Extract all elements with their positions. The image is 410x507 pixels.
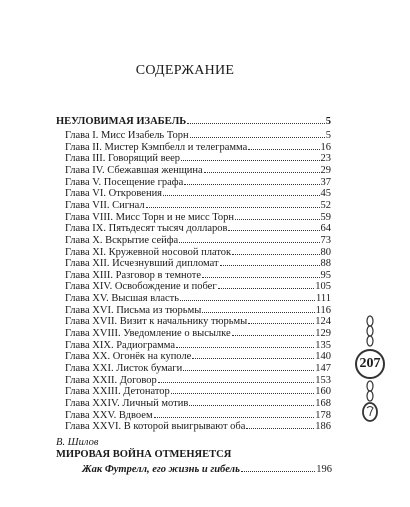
chapter-page: 105	[315, 281, 331, 293]
page-number: 207	[359, 356, 381, 371]
chapter-page: 168	[315, 397, 331, 409]
chapter-page: 116	[315, 304, 331, 316]
dot-leader	[163, 186, 319, 196]
chapter-page: 88	[320, 258, 331, 270]
dot-leader	[176, 338, 314, 348]
chapter-title: Глава X. Вскрытие сейфа	[65, 234, 179, 246]
dot-leader	[202, 303, 314, 313]
chapter-page: 59	[320, 211, 331, 223]
dot-leader	[218, 279, 315, 289]
chapter-page: 23	[320, 153, 331, 165]
dot-leader	[248, 140, 319, 150]
chapter-page: 95	[320, 269, 331, 281]
chapter-title: Глава III. Говорящий веер	[65, 153, 181, 165]
chapter-title: Глава I. Мисс Изабель Торн	[65, 130, 189, 141]
chapter-page: 186	[315, 421, 331, 433]
chapter-title: Глава XII. Исчезнувший дипломат	[65, 258, 219, 270]
section-entry-1	[56, 114, 331, 128]
dot-leader	[241, 462, 315, 472]
dot-leader	[192, 349, 314, 359]
dot-leader	[232, 245, 319, 255]
chapter-page: 178	[315, 409, 331, 421]
dot-leader	[232, 326, 315, 336]
chapter-page: 140	[315, 351, 331, 363]
section-page: 196	[316, 464, 332, 475]
chapter-title: Глава XVIII. Уведомление о высылке	[65, 328, 231, 340]
chapter-title: Глава XI. Кружевной носовой платок	[65, 246, 232, 258]
chapter-title: Глава II. Мистер Кэмпбелл и телеграмма	[65, 141, 248, 153]
chapter-page: 147	[315, 363, 331, 374]
chapter-title: Глава IX. Пятьдесят тысяч долларов	[65, 223, 228, 235]
chapter-entry	[65, 419, 331, 433]
dot-leader	[248, 314, 314, 324]
section-title-2: МИРОВАЯ ВОЙНА ОТМЕНЯЕТСЯ	[56, 449, 232, 460]
dot-leader	[180, 291, 315, 301]
section-title: НЕУЛОВИМАЯ ИЗАБЕЛЬ	[56, 116, 187, 127]
dot-leader	[190, 128, 325, 138]
chapter-title: Глава XIII. Разговор в темноте	[65, 269, 202, 281]
chapter-title: Глава XVII. Визит к начальнику тюрьмы	[65, 316, 248, 328]
chapter-page: 135	[315, 339, 331, 351]
chapter-title: Глава XXII. Договор	[65, 374, 157, 386]
dot-leader	[181, 151, 319, 161]
chapter-title: Глава XX. Огонёк на куполе	[65, 351, 192, 363]
dot-leader	[154, 408, 315, 418]
chapter-page: 64	[320, 223, 331, 235]
chapter-title: Глава XV. Высшая власть	[65, 293, 180, 305]
chapter-title: Глава XVI. Письма из тюрьмы	[65, 304, 202, 316]
chapter-title: Глава XXV. Вдвоем	[65, 409, 153, 421]
chapter-page: 160	[315, 386, 331, 398]
chapter-title: Глава VIII. Мисс Торн и не мисс Торн	[65, 211, 234, 223]
dot-leader	[179, 233, 319, 243]
chapter-title: Глава XXIV. Личный мотив	[65, 397, 189, 409]
chapter-title: Глава XXI. Листок бумаги	[65, 363, 183, 374]
chapter-page: 129	[315, 328, 331, 340]
toc-title: СОДЕРЖАНИЕ	[135, 63, 235, 78]
dot-leader	[187, 114, 325, 124]
chapter-title: Глава XXVI. В которой выигрывают оба	[65, 421, 246, 433]
chapter-title: Глава VI. Откровения	[65, 188, 163, 200]
chapter-page: 16	[320, 141, 331, 153]
section-page: 5	[325, 116, 331, 127]
chapter-page: 73	[320, 234, 331, 246]
dot-leader	[189, 396, 314, 406]
chapter-page: 80	[320, 246, 331, 258]
chapter-title: Глава XXIII. Детонатор	[65, 386, 170, 398]
chapter-title: Глава XIX. Радиограмма	[65, 339, 176, 351]
dot-leader	[204, 163, 320, 173]
dot-leader	[228, 221, 319, 231]
dot-leader	[220, 256, 320, 266]
chapter-title: Глава IV. Сбежавшая женщина	[65, 164, 203, 176]
dot-leader	[246, 419, 314, 429]
chapter-page: 111	[316, 293, 331, 305]
chapter-page: 153	[315, 374, 331, 386]
dot-leader	[183, 361, 314, 371]
chapter-page: 29	[320, 164, 331, 176]
section-entry-2	[82, 462, 332, 476]
chapter-title: Глава VII. Сигнал	[65, 199, 145, 211]
dot-leader	[171, 384, 314, 394]
chapter-page: 37	[320, 176, 331, 188]
section-subtitle: Жак Футрелл, его жизнь и гибель	[82, 464, 240, 475]
chapter-page: 45	[320, 188, 331, 200]
chapter-title: Глава V. Посещение графа	[65, 176, 184, 188]
chapter-page: 52	[320, 199, 331, 211]
author-name: В. Шилов	[56, 437, 99, 448]
dot-leader	[158, 373, 314, 383]
dot-leader	[184, 175, 319, 185]
dot-leader	[146, 198, 320, 208]
page-number-badge	[350, 315, 390, 425]
chapter-title: Глава XIV. Освобождение и побег	[65, 281, 217, 293]
chapter-page: 124	[315, 316, 331, 328]
dot-leader	[235, 210, 320, 220]
chapter-page: 5	[325, 130, 331, 141]
dot-leader	[202, 268, 319, 278]
